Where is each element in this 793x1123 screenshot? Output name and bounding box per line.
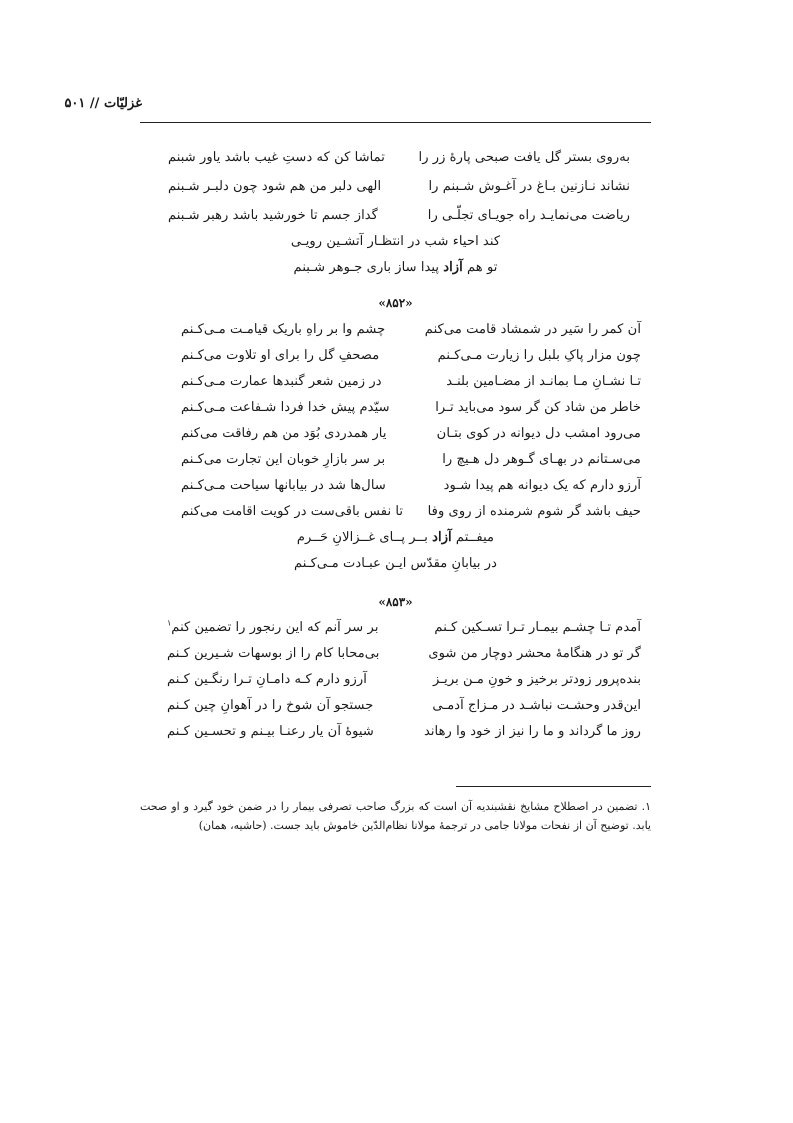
poet-pen-name: آزاد	[443, 260, 463, 275]
hemistich-second: آرزو دارم کـه دامـانِ تـرا رنگـین کـنم	[167, 672, 367, 687]
header-rule	[140, 122, 651, 123]
hemistich-first: حیف باشد گر شوم شرمنده از روی وفا	[427, 504, 641, 519]
closing-line: کند احیاء شب در انتظـار آتشـین رویـی	[290, 234, 501, 249]
closing-line: میفــتم آزاد بــر پــای غــزالانِ حَــرم	[296, 530, 495, 545]
hemistich-second: چشم وا بر راهِ باریک قیامـت مـی‌کـنم	[181, 322, 386, 337]
hemistich-first: نشاند نـازنین بـاغ در آغـوش شـبنم را	[428, 179, 630, 194]
couplet	[181, 452, 641, 478]
hemistich-first: این‌قدر وحشـت نباشـد در مـزاج آدمـی	[432, 698, 641, 713]
hemistich-first: تـا نشـانِ مـا بمانـد از مضـامین بلنـد	[446, 374, 641, 389]
closing-line: در بیابانِ مقدّس ایـن عبـادت مـی‌کـنم	[293, 556, 498, 571]
footnote-reference: ۱	[167, 618, 172, 628]
hemistich-first: آمدم تـا چشـم بیمـار تـرا تسـکین کـنم	[434, 620, 641, 635]
couplet	[167, 672, 641, 698]
hemistich-first: آرزو دارم که یک دیوانه هم پیدا شـود	[443, 478, 641, 493]
hemistich-second: گداز جسم تا خورشید باشد رهبر شـبنم	[168, 208, 378, 223]
hemistich-second: تا نفس باقی‌ست در کویت اقامت می‌کنم	[181, 504, 404, 519]
couplet	[167, 698, 641, 724]
footnote: ۱. تضمین در اصطلاح مشایخ نقشبندیه آن است که بزرگ صاحب تصرفی بیمار را در ضمن خود گیرد و او صحت یابد. توضیح آن از نفحات مولانا جامی در ترجمهٔ مولانا نظام‌الدّین خاموش باید جست. (حاشیه، همان)	[140, 800, 651, 832]
couplet	[181, 478, 641, 504]
hemistich-second: شیوهٔ آن یار رعنـا بیـنم و تحسـین کـنم	[167, 724, 374, 739]
hemistich-second: بر سر آنم که این رنجور را تضمین کنم$^۱$	[167, 618, 379, 635]
hemistich-first: می‌رود امشب دل دیوانه در کوی بتـان	[436, 426, 641, 441]
hemistich-first: خاطر من شاد کن گر سود می‌باید تـرا	[435, 400, 641, 415]
couplet	[167, 620, 641, 646]
couplet	[167, 646, 641, 672]
couplet	[168, 208, 630, 234]
hemistich-second: در زمین شعر گنبدها عمارت مـی‌کـنم	[181, 374, 382, 389]
couplet	[181, 426, 641, 452]
couplet	[168, 179, 630, 205]
hemistich-second: جستجو آن شوخ را در آهوانِ چین کـنم	[167, 698, 374, 713]
hemistich-second: سال‌ها شد در بیابانها سیاحت مـی‌کـنم	[181, 478, 386, 493]
hemistich-first: آن کمر را سَیر در شمشاد قامت می‌کنم	[424, 322, 641, 337]
section-number: «۸۵۲»	[378, 296, 413, 310]
hemistich-second: مصحفِ گل را برای او تلاوت می‌کـنم	[181, 348, 380, 363]
hemistich-first: گر تو در هنگامهٔ محشر دوچار من شوی	[428, 646, 641, 661]
hemistich-second: الهی دلبر من هم شود چون دلبـر شـبنم	[168, 179, 382, 194]
hemistich-first: به‌روی بستر گل یافت صبحی پارهٔ زر را	[418, 150, 630, 165]
hemistich-first: ریاضت می‌نمایـد راه جویـای تجلّـی را	[427, 208, 630, 223]
couplet	[181, 374, 641, 400]
hemistich-second: سیّدم پیش خدا فردا شـفاعت مـی‌کـنم	[181, 400, 390, 415]
hemistich-second: بر سر بازارِ خوبان این تجارت می‌کـنم	[181, 452, 386, 467]
hemistich-first: روز ما گرداند و ما را نیز از خود وا رهاند	[423, 724, 641, 739]
hemistich-first: می‌سـتانم در بهـای گـوهر دل هـیچ را	[442, 452, 641, 467]
footnote-rule	[456, 786, 651, 787]
hemistich-second: یار همدردی بُوَد من هم رفاقت می‌کنم	[181, 426, 387, 441]
couplet	[181, 504, 641, 530]
hemistich-first: بنده‌پرور زودتر برخیز و خونِ مـن بریـز	[433, 672, 641, 687]
closing-line: تو هم آزاد پیدا ساز باری جـوهر شـبنم	[293, 260, 498, 275]
couplet	[181, 322, 641, 348]
couplet	[168, 150, 630, 176]
hemistich-second: بی‌محابا کام را از بوسهات شـیرین کـنم	[167, 646, 380, 661]
hemistich-second: تماشا کن که دستِ غیب باشد یاور شبنم	[168, 150, 385, 165]
running-header: غزلیّات // ۵۰۱	[64, 96, 142, 111]
couplet	[181, 400, 641, 426]
section-number: «۸۵۳»	[378, 595, 413, 609]
couplet	[181, 348, 641, 374]
couplet	[167, 724, 641, 750]
poet-pen-name: آزاد	[432, 530, 452, 545]
hemistich-first: چون مزار پاکِ بلبل را زیارت مـی‌کـنم	[437, 348, 641, 363]
